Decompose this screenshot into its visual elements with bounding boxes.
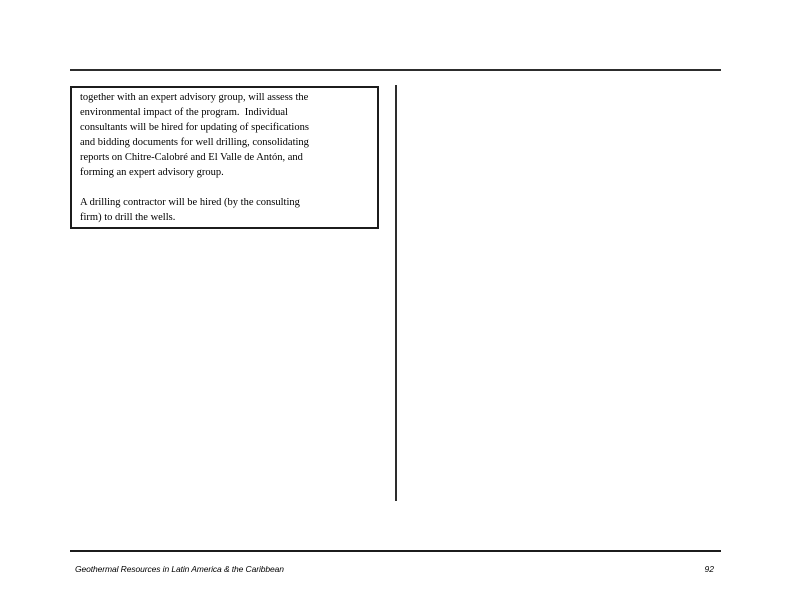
body-line: consultants will be hired for updating of specifications: [80, 122, 309, 133]
column-divider-rule: [395, 85, 397, 501]
page-number: 92: [704, 564, 714, 574]
page-footer: [70, 564, 721, 575]
body-line: together with an expert advisory group, will assess the: [80, 92, 309, 103]
body-line: and bidding documents for well drilling, consolidating: [80, 137, 309, 148]
paragraph: [80, 195, 369, 225]
footer-title: Geothermal Resources in Latin America & the Caribbean: [75, 564, 284, 574]
paragraph: [80, 90, 369, 180]
body-line: environmental impact of the program. Individual: [80, 107, 288, 118]
footer-rule: [70, 550, 721, 552]
body-line: A drilling contractor will be hired (by the consulting: [80, 197, 300, 208]
body-line: reports on Chitre-Calobré and El Valle de Antón, and: [80, 152, 303, 163]
top-rule: [70, 69, 721, 71]
body-line: firm) to drill the wells.: [80, 212, 176, 223]
body-text-box: [70, 86, 379, 229]
body-line: forming an expert advisory group.: [80, 167, 224, 178]
